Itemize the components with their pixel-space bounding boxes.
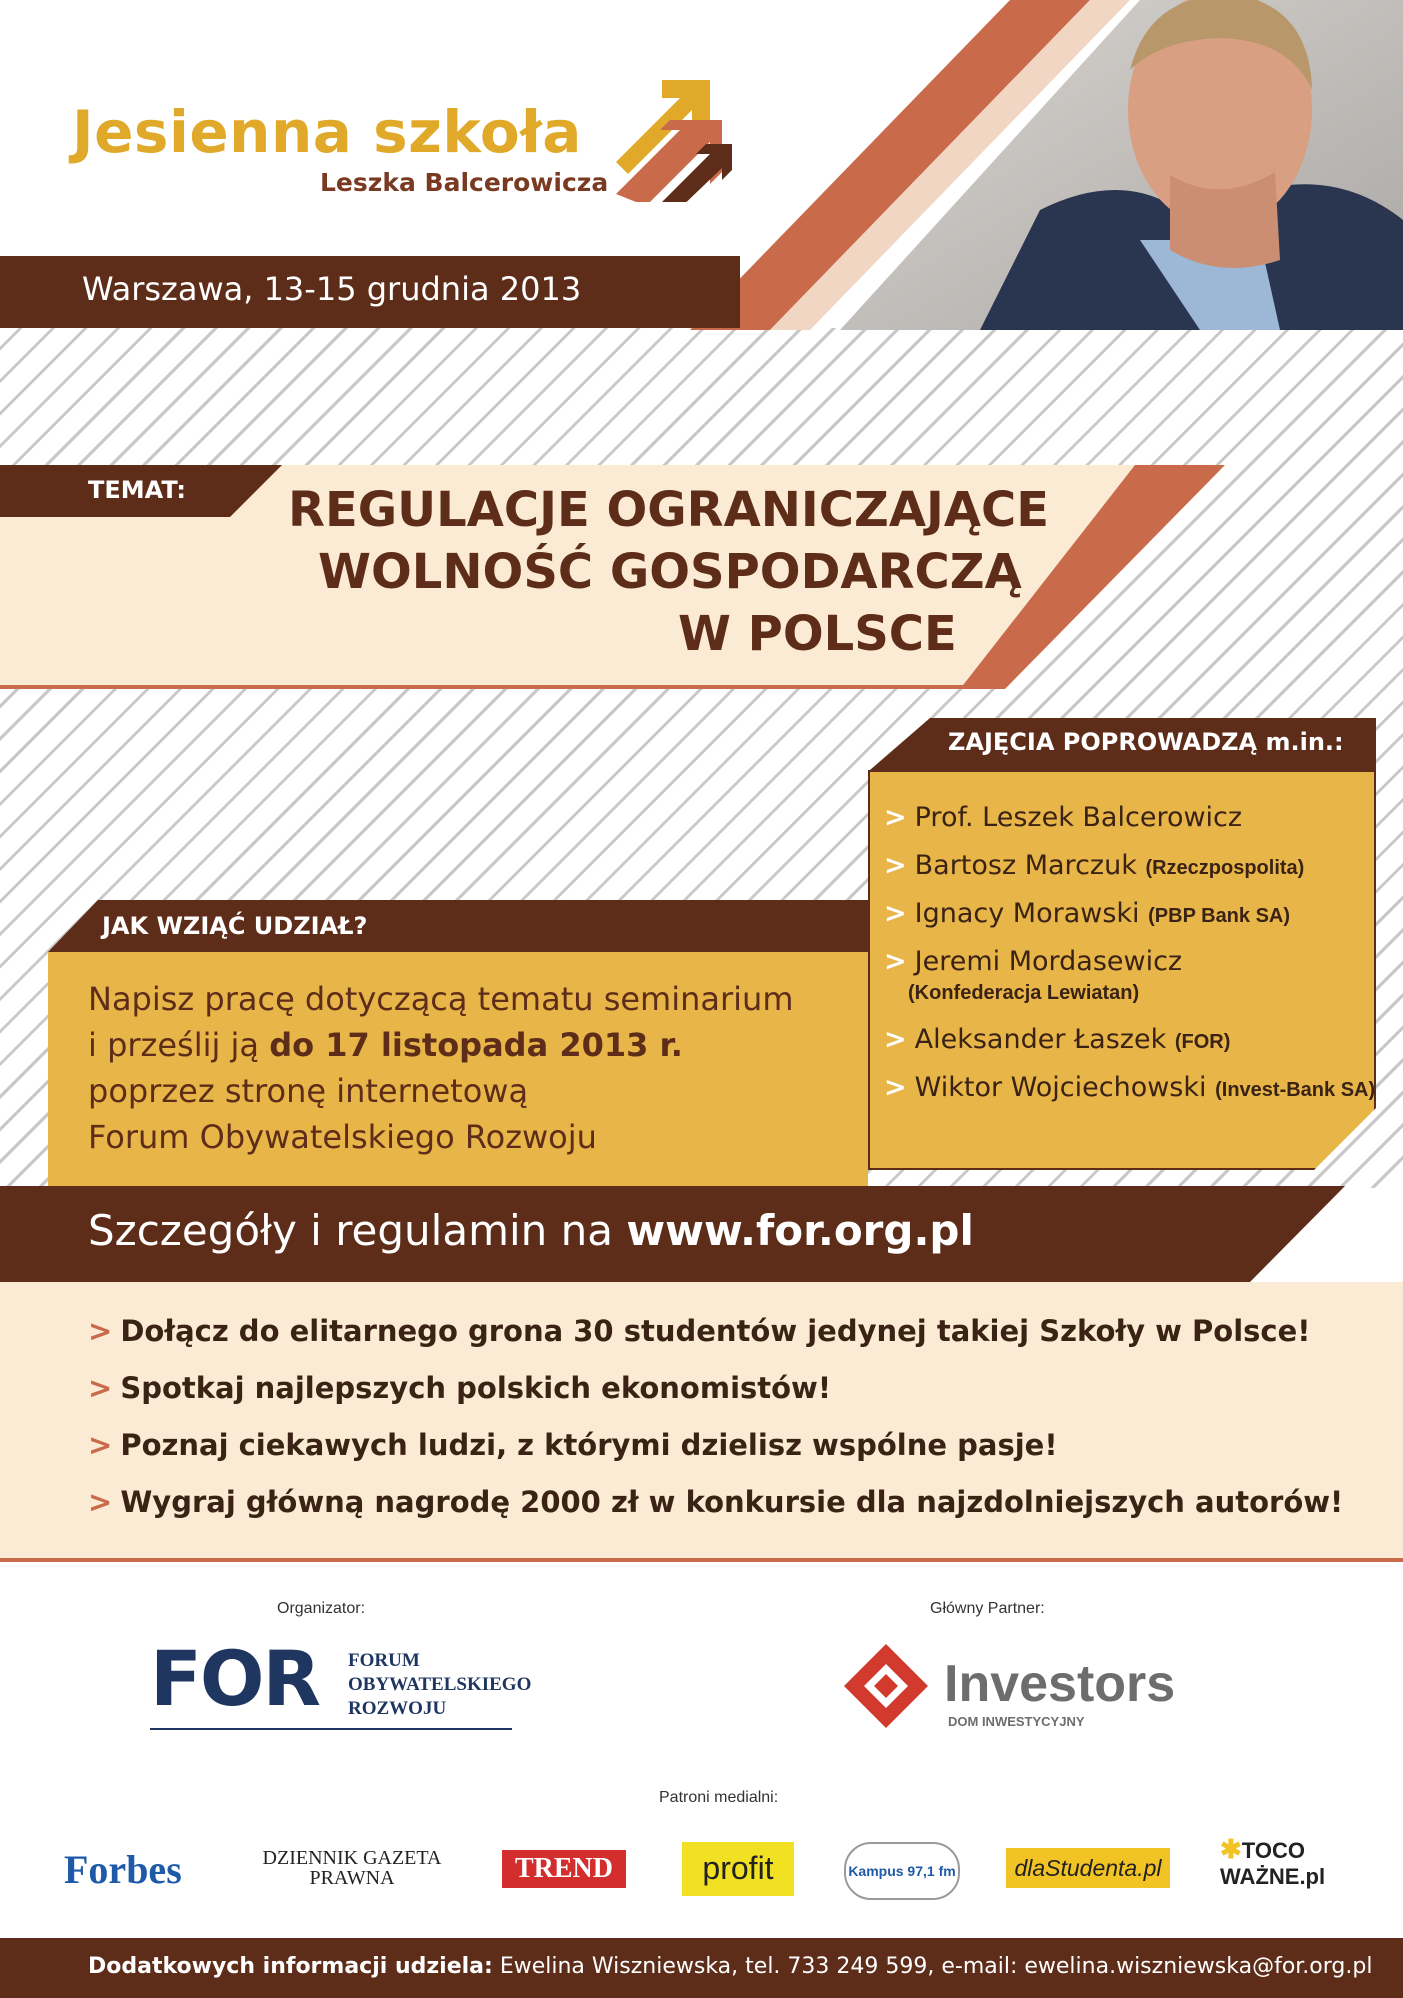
logo-arrows-icon — [610, 72, 740, 202]
lecturer-name: Prof. Leszek Balcerowicz — [914, 802, 1243, 833]
lecturer-org: (FOR) — [1174, 1031, 1231, 1053]
lecturer-org: (PBP Bank SA) — [1148, 905, 1291, 927]
event-date: Warszawa, 13-15 grudnia 2013 — [82, 270, 582, 308]
participation-line-2 — [88, 1026, 683, 1064]
tocowazne-logo-text: TOCO WAŻNE.pl — [1220, 1838, 1326, 1889]
lecturer-org: (Invest-Bank SA) — [1215, 1079, 1376, 1101]
details-text — [88, 1206, 974, 1255]
for-logo-name-1: FORUM — [348, 1650, 420, 1671]
dlastudenta-logo[interactable] — [1006, 1848, 1170, 1888]
trend-logo[interactable] — [502, 1850, 626, 1888]
footer-contact-details: Ewelina Wiszniewska, tel. 733 249 599, e-mail: ewelina.wiszniewska@for.org.pl — [492, 1954, 1373, 1979]
partner-label: Główny Partner: — [930, 1600, 1045, 1617]
arrow-icon: > — [884, 1024, 907, 1055]
arrow-icon: > — [884, 1072, 907, 1103]
trend-logo-text: TREND — [514, 1853, 613, 1884]
arrow-icon: > — [884, 898, 907, 929]
arrow-icon: > — [884, 946, 907, 977]
for-logo-name-2: OBYWATELSKIEGO — [348, 1674, 532, 1695]
profit-logo-text: profit — [702, 1850, 774, 1886]
star-icon: ✱ — [1220, 1834, 1242, 1864]
benefit-text: Spotkaj najlepszych polskich ekonomistów! — [120, 1371, 832, 1405]
lecturers-heading: ZAJĘCIA POPROWADZĄ m.in.: — [948, 728, 1344, 756]
benefit-item — [88, 1428, 1058, 1462]
organizer-label: Organizator: — [277, 1600, 366, 1617]
arrow-icon: > — [884, 850, 907, 881]
lecturer-item — [884, 850, 1304, 881]
participation-line-4: Forum Obywatelskiego Rozwoju — [88, 1118, 597, 1156]
footer-contact-label: Dodatkowych informacji udziela: — [88, 1954, 493, 1979]
topic-line-1: REGULACJE OGRANICZAJĄCE — [288, 482, 1049, 538]
investors-logo-icon — [842, 1642, 930, 1730]
for-logo-name-3: ROZWOJU — [348, 1698, 447, 1719]
lecturer-org: (Rzeczpospolita) — [1145, 857, 1305, 879]
lecturer-name: Ignacy Morawski — [914, 898, 1140, 929]
lecturer-name: Wiktor Wojciechowski — [914, 1072, 1207, 1103]
details-url-link[interactable]: www.for.org.pl — [626, 1206, 974, 1255]
gazeta-prawna-logo-text: DZIENNIK GAZETA PRAWNA — [262, 1847, 442, 1889]
benefit-text: Wygraj główną nagrodę 2000 zł w konkursie dla najzdolniejszych autorów! — [120, 1485, 1344, 1519]
dlastudenta-logo-text: dlaStudenta.pl — [1014, 1855, 1162, 1881]
benefit-text: Dołącz do elitarnego grona 30 studentów jedynej takiej Szkoły w Polsce! — [120, 1314, 1311, 1348]
arrow-icon: > — [88, 1485, 113, 1519]
footer-contact — [88, 1954, 1372, 1979]
lecturer-name: Jeremi Mordasewicz — [914, 946, 1183, 977]
lecturer-item — [884, 1072, 1375, 1103]
forbes-logo[interactable]: Forbes — [64, 1847, 182, 1892]
benefit-item — [88, 1371, 831, 1405]
media-patrons-label: Patroni medialni: — [659, 1789, 779, 1806]
school-title: Jesienna szkoła — [72, 98, 582, 166]
topic-line-3: W POLSCE — [678, 606, 957, 662]
participation-deadline: do 17 listopada 2013 r. — [269, 1026, 683, 1064]
kampus-logo[interactable] — [844, 1842, 960, 1900]
arrow-icon: > — [88, 1371, 113, 1405]
arrow-icon: > — [88, 1428, 113, 1462]
for-logo-mark: FOR — [150, 1634, 320, 1723]
arrow-icon: > — [884, 802, 907, 833]
participation-line-2-prefix: i prześlij ją — [88, 1026, 270, 1064]
benefit-item — [88, 1314, 1311, 1348]
participation-line-3: poprzez stronę internetową — [88, 1072, 529, 1110]
investors-logo-sub: DOM INWESTYCYJNY — [948, 1714, 1085, 1729]
lecturer-item — [884, 1024, 1230, 1055]
details-prefix: Szczegóły i regulamin na — [88, 1206, 627, 1255]
investors-logo-text[interactable]: Investors — [944, 1655, 1176, 1713]
school-subtitle: Leszka Balcerowicza — [320, 168, 609, 197]
benefit-text: Poznaj ciekawych ludzi, z którymi dzielisz wspólne pasje! — [120, 1428, 1058, 1462]
lecturer-item — [884, 898, 1290, 929]
tocowazne-logo[interactable] — [1220, 1836, 1360, 1890]
gazeta-prawna-logo[interactable] — [254, 1848, 450, 1888]
lecturer-name: Bartosz Marczuk — [914, 850, 1137, 881]
lecturer-item — [884, 802, 1242, 833]
profit-logo[interactable] — [682, 1842, 794, 1896]
lecturer-item — [884, 946, 1182, 977]
benefit-item — [88, 1485, 1343, 1519]
topic-label: TEMAT: — [88, 476, 187, 504]
for-logo[interactable] — [150, 1634, 532, 1730]
for-logo-underline — [150, 1728, 512, 1730]
lecturer-name: Aleksander Łaszek — [914, 1024, 1167, 1055]
portrait-photo — [700, 0, 1403, 330]
topic-line-2: WOLNOŚĆ GOSPODARCZĄ — [318, 544, 1022, 600]
lecturer-org: (Konfederacja Lewiatan) — [908, 982, 1140, 1004]
participation-line-1: Napisz pracę dotyczącą tematu seminarium — [88, 980, 794, 1018]
kampus-logo-text: Kampus 97,1 fm — [848, 1863, 956, 1879]
participation-heading: JAK WZIĄĆ UDZIAŁ? — [102, 912, 368, 940]
arrow-icon: > — [88, 1314, 113, 1348]
